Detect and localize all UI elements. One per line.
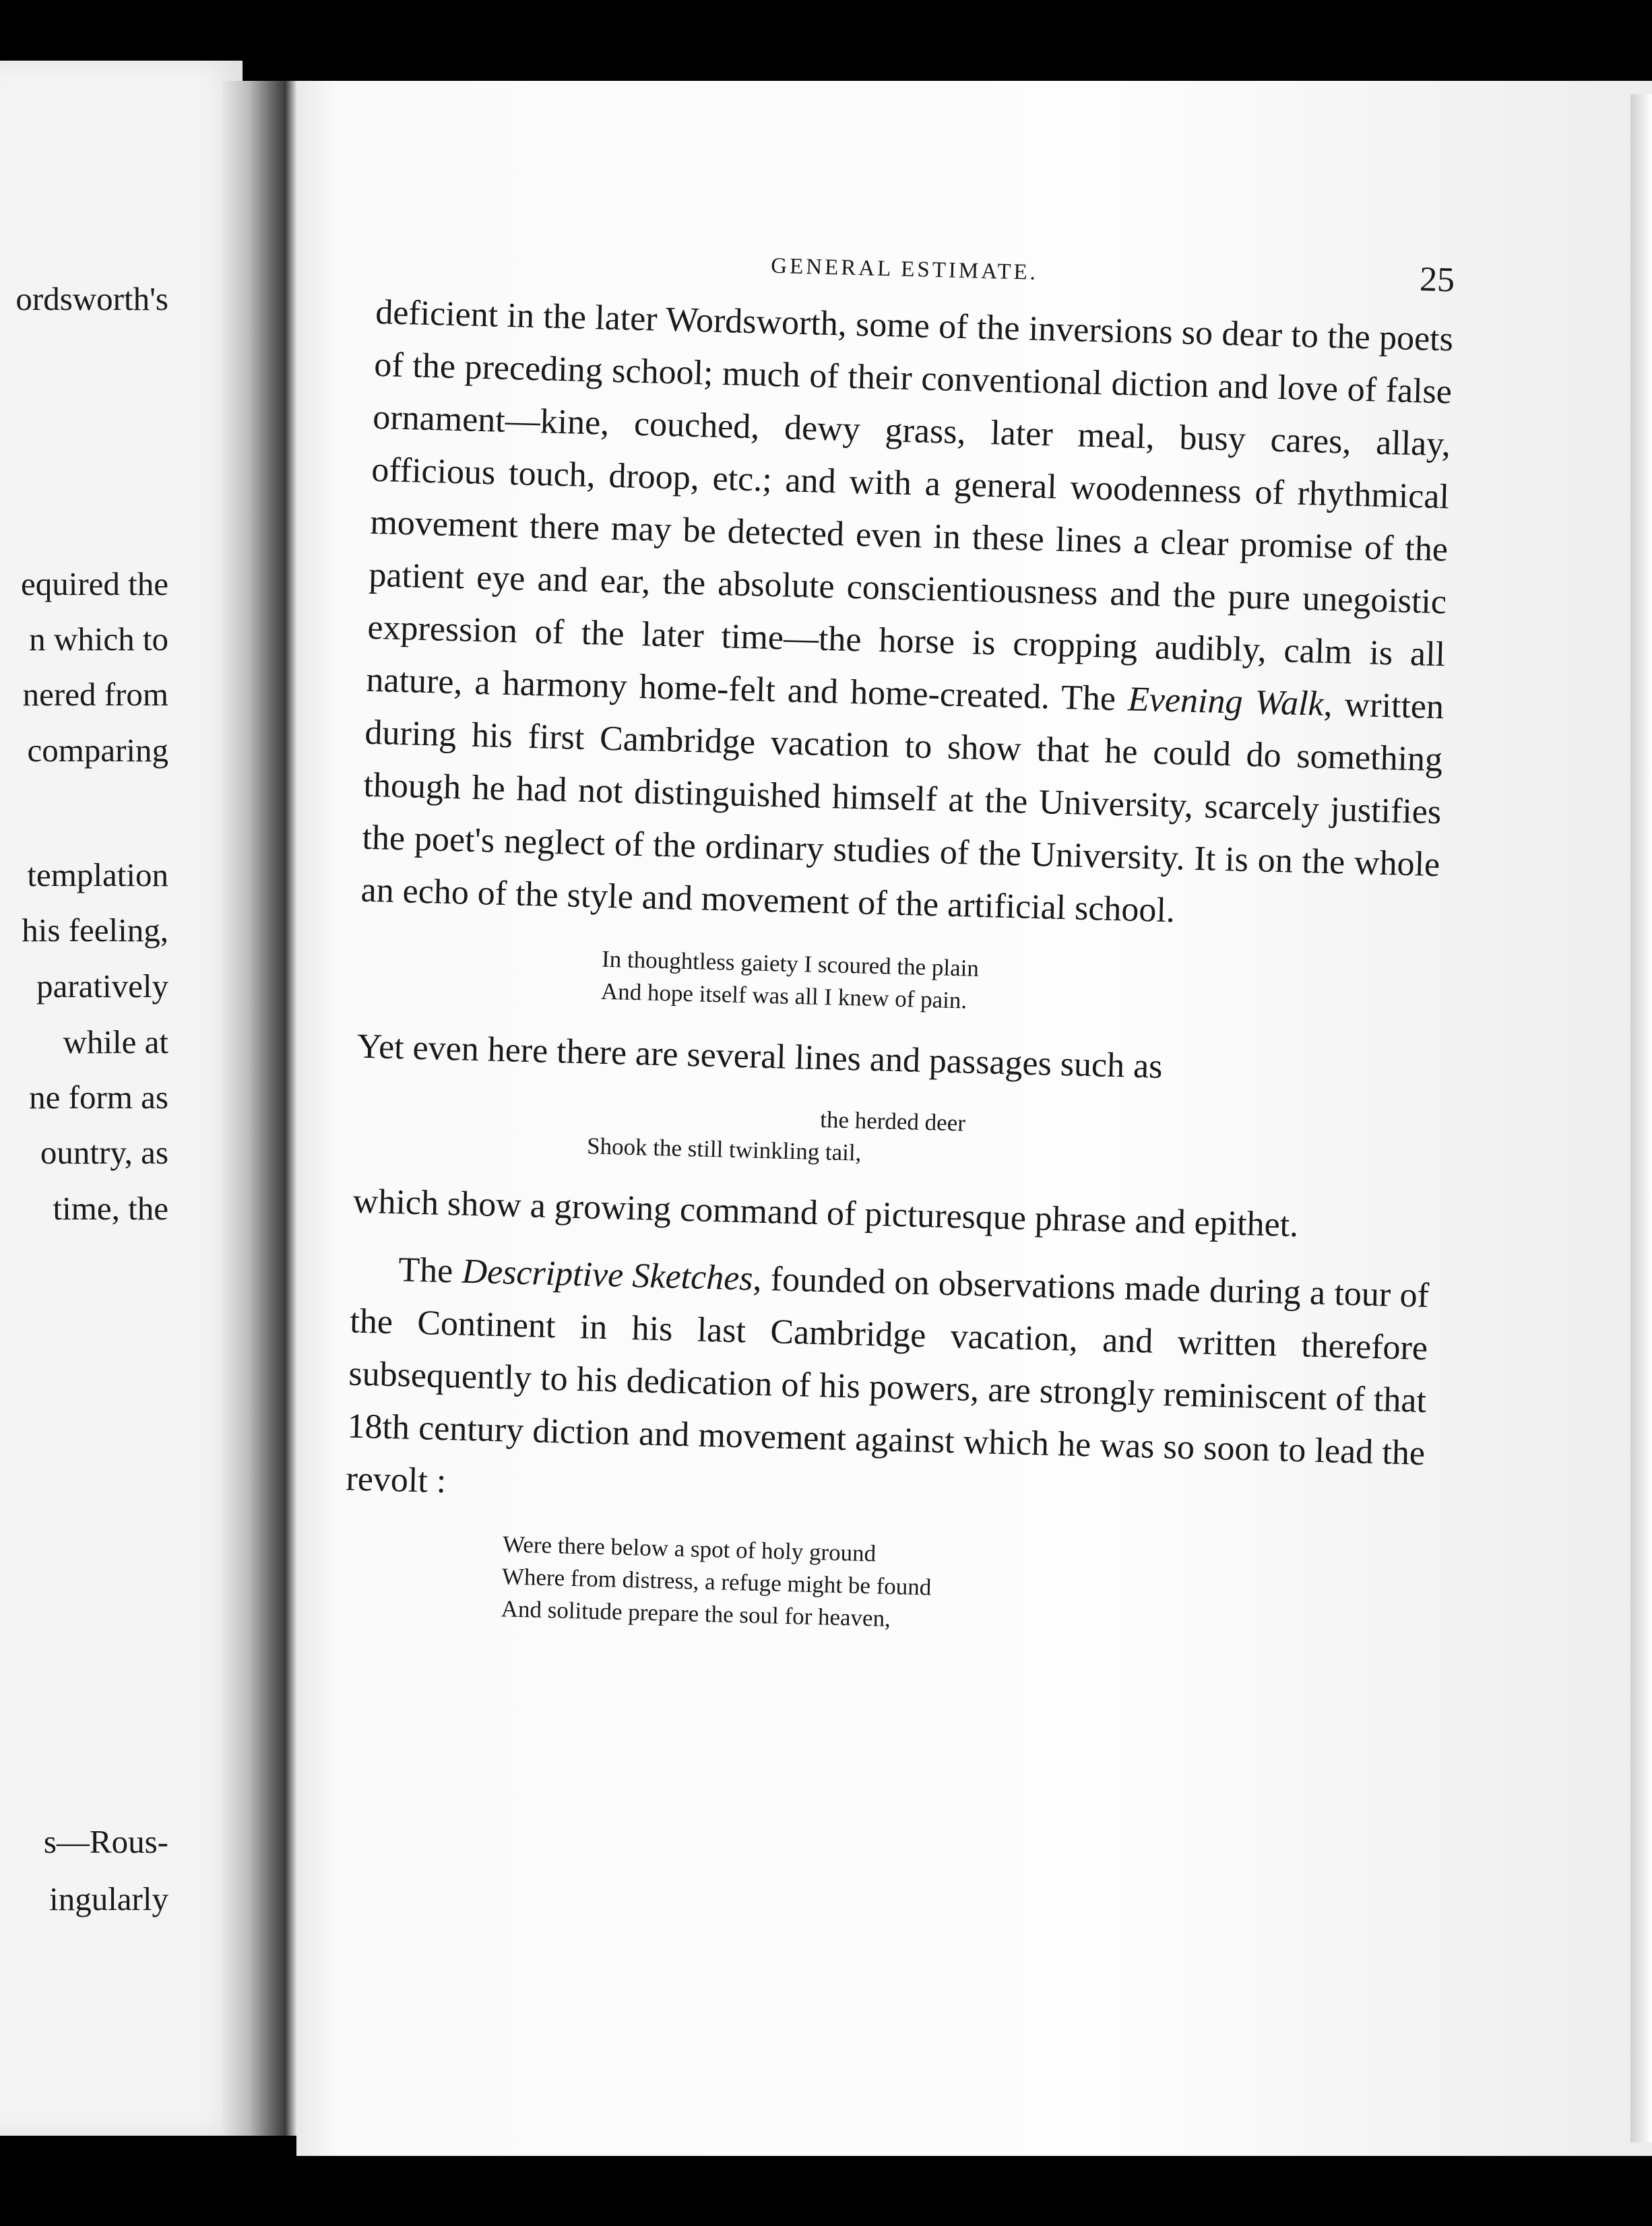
- paragraph-evening-walk: [360, 286, 1454, 944]
- running-head-title: GENERAL ESTIMATE.: [770, 253, 1039, 285]
- left-page-line: n which to: [29, 621, 168, 658]
- left-page-line: templation: [27, 856, 168, 893]
- left-page-line: ordsworth's: [15, 280, 168, 317]
- paragraph-picturesque-phrase: which show a growing command of picturesque phrase and epithet.: [352, 1182, 1299, 1245]
- work-title-evening-walk: Evening Walk: [1127, 680, 1325, 724]
- verse-quote-1: [358, 937, 1437, 1029]
- paragraph-lines-and-passages: Yet even here there are several lines and passages such as: [356, 1027, 1164, 1086]
- left-page-line: time, the: [53, 1190, 168, 1227]
- verse-line: Where from distress, a refuge might be found: [501, 1563, 932, 1601]
- page-edge: [1630, 94, 1652, 2142]
- verse-line: In thoughtless gaiety I scoured the plain: [601, 945, 980, 982]
- verse-quote-3: [342, 1524, 1422, 1648]
- paragraph-text: , founded on observations made during a tour of the Continent in his last Cambridge vacation, and written therefore subsequently to his dedication of his powers, are strongly reminiscent of that 18th century diction and movement against which he was so soon to lead the revolt :: [345, 1259, 1430, 1501]
- left-page-line: comparing: [27, 732, 168, 769]
- left-page-line: ingularly: [49, 1880, 168, 1917]
- left-page-line: his feeling,: [22, 912, 168, 949]
- left-page-line: paratively: [36, 967, 168, 1005]
- verse-quote-2: [354, 1092, 1434, 1184]
- left-page-line: equired the: [20, 565, 168, 602]
- previous-page: [0, 61, 243, 2136]
- verse-line: Shook the still twinkling tail,: [586, 1133, 862, 1166]
- paragraph-descriptive-sketches: [346, 1243, 1430, 1533]
- verse-line: And hope itself was all I knew of pain.: [600, 978, 967, 1014]
- paragraph-text: , written during his first Cambridge vacation to show that he could do something though he had not distinguished himself at the University, scarcely justifies the poet's neglect of the ordinary studies of the University. It is on the whole an echo of the style and movement of the artificial school.: [360, 685, 1444, 930]
- paragraph-text: deficient in the later Wordsworth, some of the inversions so dear to the poets of the preceding school; much of their conventional diction and love of false ornament—kine, couched, dewy grass, later meal, busy cares, allay, officious touch, droop, etc.; and with a general woodenness of rhythmical movement there may be detected even in these lines a clear promise of the patient eye and ear, the absolute conscientiousness and the pure unegoistic expression of the later time—the horse is cropping audibly, calm is all nature, a harmony home-felt and home-created. The: [365, 292, 1454, 719]
- page-number: 25: [1419, 260, 1455, 300]
- paragraph-text: The: [398, 1250, 463, 1291]
- verse-line: And solitude prepare the soul for heaven,: [501, 1595, 891, 1632]
- verse-line: Were there below a spot of holy ground: [502, 1531, 877, 1567]
- left-page-line: ountry, as: [40, 1134, 168, 1171]
- left-page-line: s—Rous-: [43, 1823, 168, 1860]
- verse-line: the herded deer: [819, 1106, 966, 1137]
- left-page-line: ne form as: [29, 1079, 168, 1116]
- left-page-line: while at: [63, 1023, 168, 1060]
- left-page-line: nered from: [22, 676, 168, 713]
- book-gutter: [222, 81, 296, 2136]
- work-title-descriptive-sketches: Descriptive Sketches: [461, 1252, 754, 1298]
- body-text: [342, 286, 1453, 1667]
